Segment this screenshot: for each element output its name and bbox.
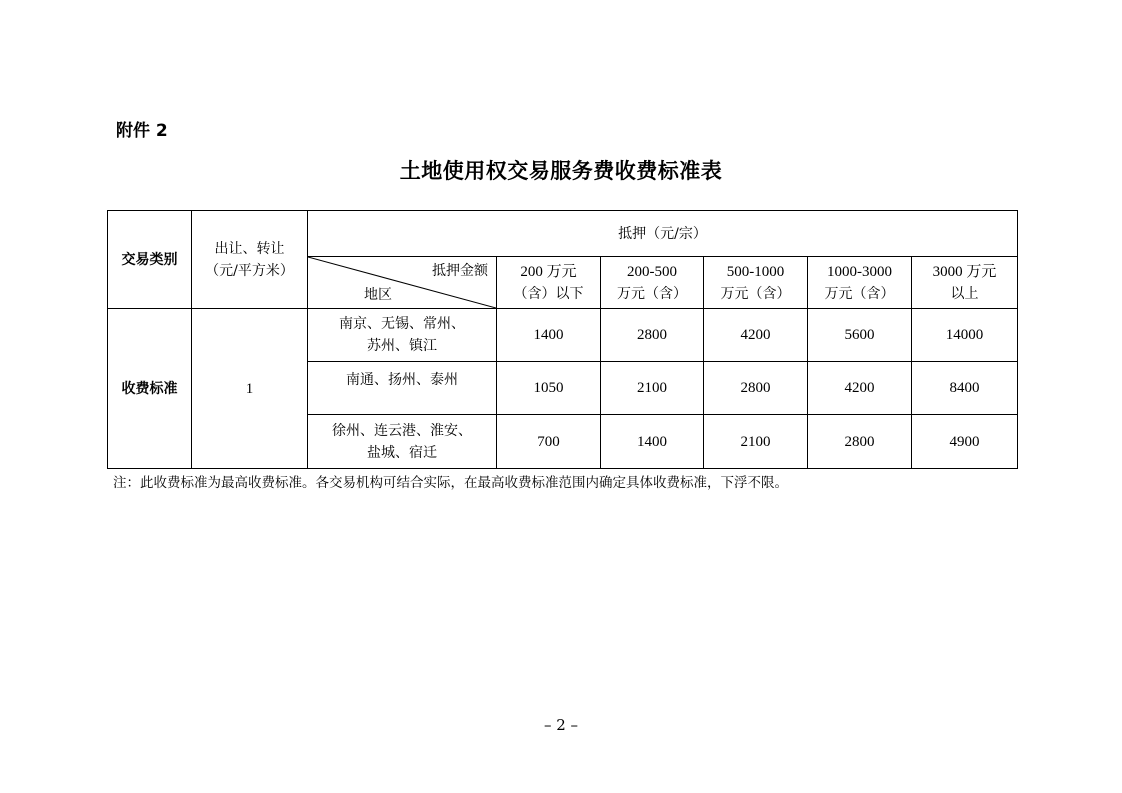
header-transfer-line-1: 出让、转让 <box>214 240 285 257</box>
amount-header-line-1: 1000-3000 <box>827 263 892 280</box>
fee-value: 700 <box>497 415 601 469</box>
region-cell <box>308 362 497 415</box>
fee-value: 5600 <box>808 309 912 362</box>
fee-value: 2800 <box>704 362 808 415</box>
table-row <box>108 309 1018 362</box>
fee-value: 2100 <box>601 362 704 415</box>
amount-column-header <box>497 257 601 309</box>
amount-column-header <box>808 257 912 309</box>
fee-value: 14000 <box>912 309 1018 362</box>
amount-header-line-1: 200-500 <box>627 263 677 280</box>
header-mortgage: 抵押（元/宗） <box>308 211 1018 257</box>
row-label-fee-standard: 收费标准 <box>108 309 192 469</box>
region-line-2: 盐城、宿迁 <box>367 444 437 461</box>
fee-value: 4200 <box>808 362 912 415</box>
fee-value: 8400 <box>912 362 1018 415</box>
region-line-1: 徐州、连云港、淮安、 <box>332 422 472 439</box>
header-trade-type: 交易类别 <box>108 211 192 309</box>
region-line-1: 南通、扬州、泰州 <box>346 372 458 388</box>
amount-column-header <box>704 257 808 309</box>
amount-column-header <box>601 257 704 309</box>
transfer-value: 1 <box>192 309 308 469</box>
amount-column-header <box>912 257 1018 309</box>
diag-region-label: 地区 <box>364 287 392 303</box>
fee-standard-table <box>107 210 1018 469</box>
fee-value: 1400 <box>601 415 704 469</box>
region-cell <box>308 415 497 469</box>
page-number: – 2 – <box>543 716 579 734</box>
diag-mortgage-amount-label: 抵押金额 <box>432 263 488 279</box>
amount-header-line-1: 200 万元 <box>520 263 577 280</box>
amount-header-line-2: 万元（含） <box>617 285 687 302</box>
amount-header-line-2: （含）以下 <box>513 285 584 302</box>
fee-value: 2800 <box>601 309 704 362</box>
attachment-label: 附件 2 <box>116 121 168 141</box>
fee-value: 1050 <box>497 362 601 415</box>
fee-value: 4900 <box>912 415 1018 469</box>
header-transfer <box>192 211 308 309</box>
amount-header-line-2: 万元（含） <box>720 285 791 302</box>
fee-value: 2100 <box>704 415 808 469</box>
amount-header-line-1: 500-1000 <box>726 263 785 280</box>
table-header-row-1 <box>108 211 1018 257</box>
diagonal-header-cell <box>308 257 497 309</box>
page-title: 土地使用权交易服务费收费标准表 <box>399 159 723 183</box>
fee-value: 1400 <box>497 309 601 362</box>
table-note: 注：此收费标准为最高收费标准。各交易机构可结合实际，在最高收费标准范围内确定具体收费标准，下浮不限。 <box>113 475 788 491</box>
fee-value: 4200 <box>704 309 808 362</box>
fee-value: 2800 <box>808 415 912 469</box>
region-cell <box>308 309 497 362</box>
amount-header-line-2: 万元（含） <box>824 285 895 302</box>
region-line-1: 南京、无锡、常州、 <box>339 316 465 332</box>
amount-header-line-2: 以上 <box>950 285 979 302</box>
region-line-2: 苏州、镇江 <box>367 338 437 354</box>
header-transfer-line-2: （元/平方米） <box>205 262 294 279</box>
amount-header-line-1: 3000 万元 <box>932 263 997 280</box>
